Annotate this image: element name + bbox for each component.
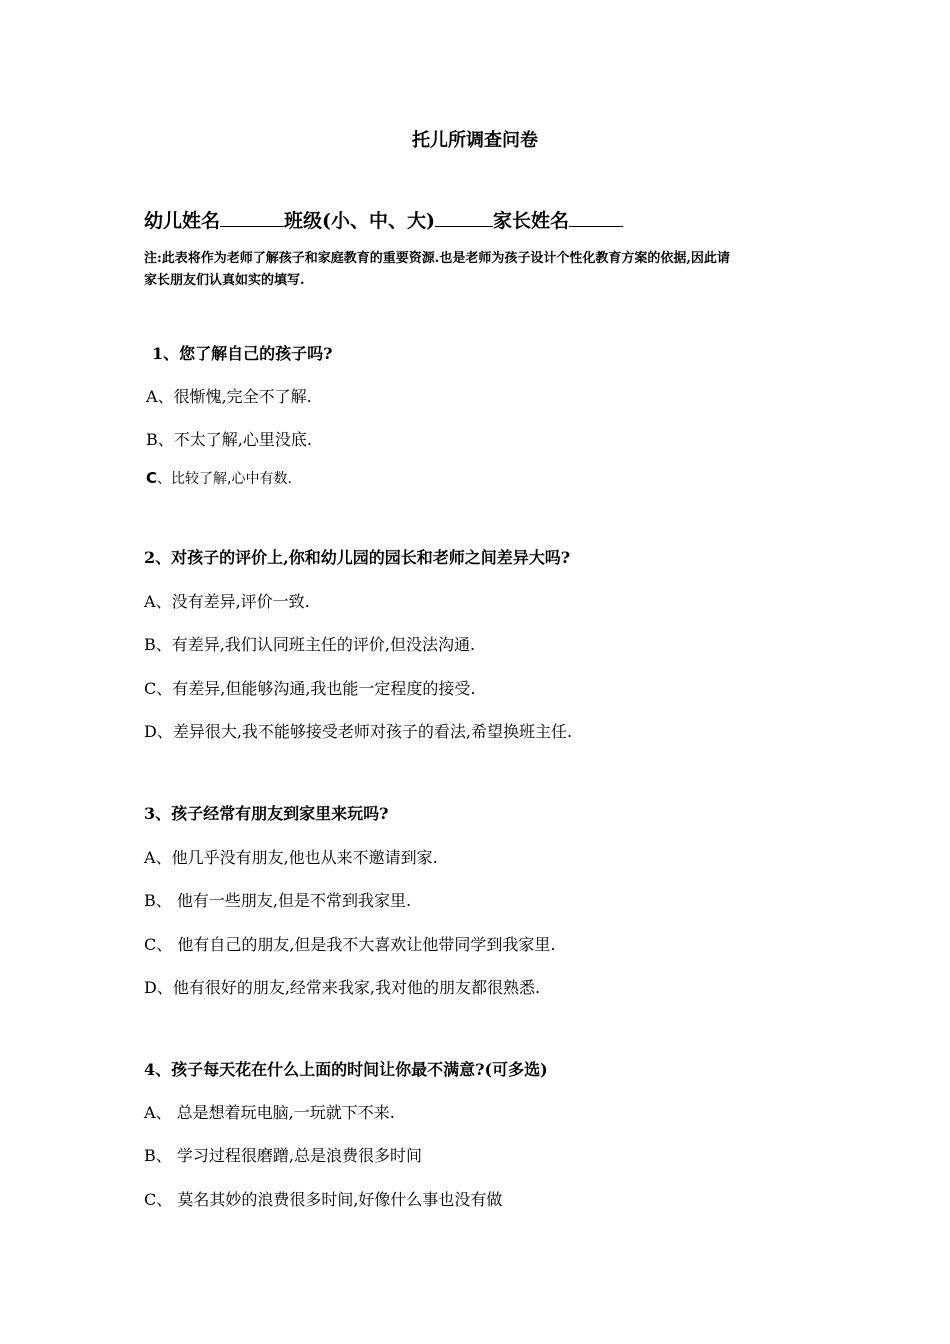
- option-label: B: [144, 891, 156, 910]
- option-label: C: [146, 469, 158, 487]
- question-2-option-c: [144, 676, 476, 699]
- info-line: [144, 206, 623, 233]
- class-label: 班级(小、中、大): [284, 210, 435, 232]
- question-2-option-b: [144, 632, 475, 655]
- option-text: 、他有很好的朋友,经常来我家,我对他的朋友都很熟悉.: [156, 978, 541, 997]
- option-label: A: [144, 1103, 156, 1122]
- option-text: 、 他有一些朋友,但是不常到我家里.: [155, 891, 412, 910]
- option-text: 、 学习过程很磨蹭,总是浪费很多时间: [155, 1146, 422, 1165]
- question-1-option-a: [146, 384, 312, 407]
- option-text: 、很惭愧,完全不了解.: [157, 387, 312, 406]
- option-text: 、他几乎没有朋友,他也从来不邀请到家.: [155, 848, 438, 867]
- option-text: 、 莫名其妙的浪费很多时间,好像什么事也没有做: [156, 1190, 503, 1209]
- parent-name-label: 家长姓名: [493, 210, 570, 232]
- option-text: 、比较了解,心中有数.: [157, 471, 292, 487]
- option-text: 、不太了解,心里没底.: [157, 430, 312, 449]
- question-3-option-d: [144, 975, 540, 998]
- option-text: 、 他有自己的朋友,但是我不大喜欢让他带同学到我家里.: [156, 935, 556, 954]
- question-3: 3、孩子经常有朋友到家里来玩吗?: [144, 804, 389, 823]
- child-name-blank: [220, 210, 284, 227]
- question-3-option-a: [144, 845, 438, 868]
- page-title: 托儿所调查问卷: [412, 130, 538, 151]
- question-2: 2、对孩子的评价上,你和幼儿园的园长和老师之间差异大吗?: [144, 548, 571, 567]
- option-label: B: [144, 635, 156, 654]
- question-4: 4、孩子每天花在什么上面的时间让你最不满意?(可多选): [144, 1060, 548, 1079]
- option-text: 、 总是想着玩电脑,一玩就下不来.: [155, 1103, 395, 1122]
- question-3-option-c: [144, 932, 556, 955]
- question-1-option-c: [146, 468, 292, 488]
- option-label: A: [144, 848, 156, 867]
- class-blank: [435, 210, 493, 227]
- option-text: 、没有差异,评价一致.: [155, 592, 310, 611]
- parent-name-blank: [569, 210, 623, 227]
- option-label: D: [144, 978, 157, 997]
- question-2-option-d: [144, 719, 572, 742]
- option-label: B: [146, 430, 158, 449]
- option-text: 、有差异,我们认同班主任的评价,但没法沟通.: [155, 635, 476, 654]
- option-text: 、差异很大,我不能够接受老师对孩子的看法,希望换班主任.: [156, 722, 573, 741]
- option-label: D: [144, 722, 157, 741]
- option-label: B: [144, 1146, 156, 1165]
- option-label: C: [144, 935, 157, 954]
- option-label: A: [146, 387, 158, 406]
- option-label: C: [144, 679, 157, 698]
- option-label: C: [144, 1190, 157, 1209]
- question-4-option-c: [144, 1187, 502, 1210]
- option-text: 、有差异,但能够沟通,我也能一定程度的接受.: [156, 679, 476, 698]
- option-label: A: [144, 592, 156, 611]
- question-1: 1、您了解自己的孩子吗?: [152, 344, 333, 363]
- child-name-label: 幼儿姓名: [144, 210, 221, 232]
- note-line-2: 家长朋友们认真如实的填写.: [144, 273, 305, 288]
- question-1-option-b: [146, 427, 312, 450]
- question-2-option-a: [144, 589, 310, 612]
- question-4-option-a: [144, 1100, 395, 1123]
- question-3-option-b: [144, 888, 411, 911]
- note-line-1: 注:此表将作为老师了解孩子和家庭教育的重要资源.也是老师为孩子设计个性化教育方案的依据,因此请: [144, 251, 730, 266]
- question-4-option-b: [144, 1143, 422, 1166]
